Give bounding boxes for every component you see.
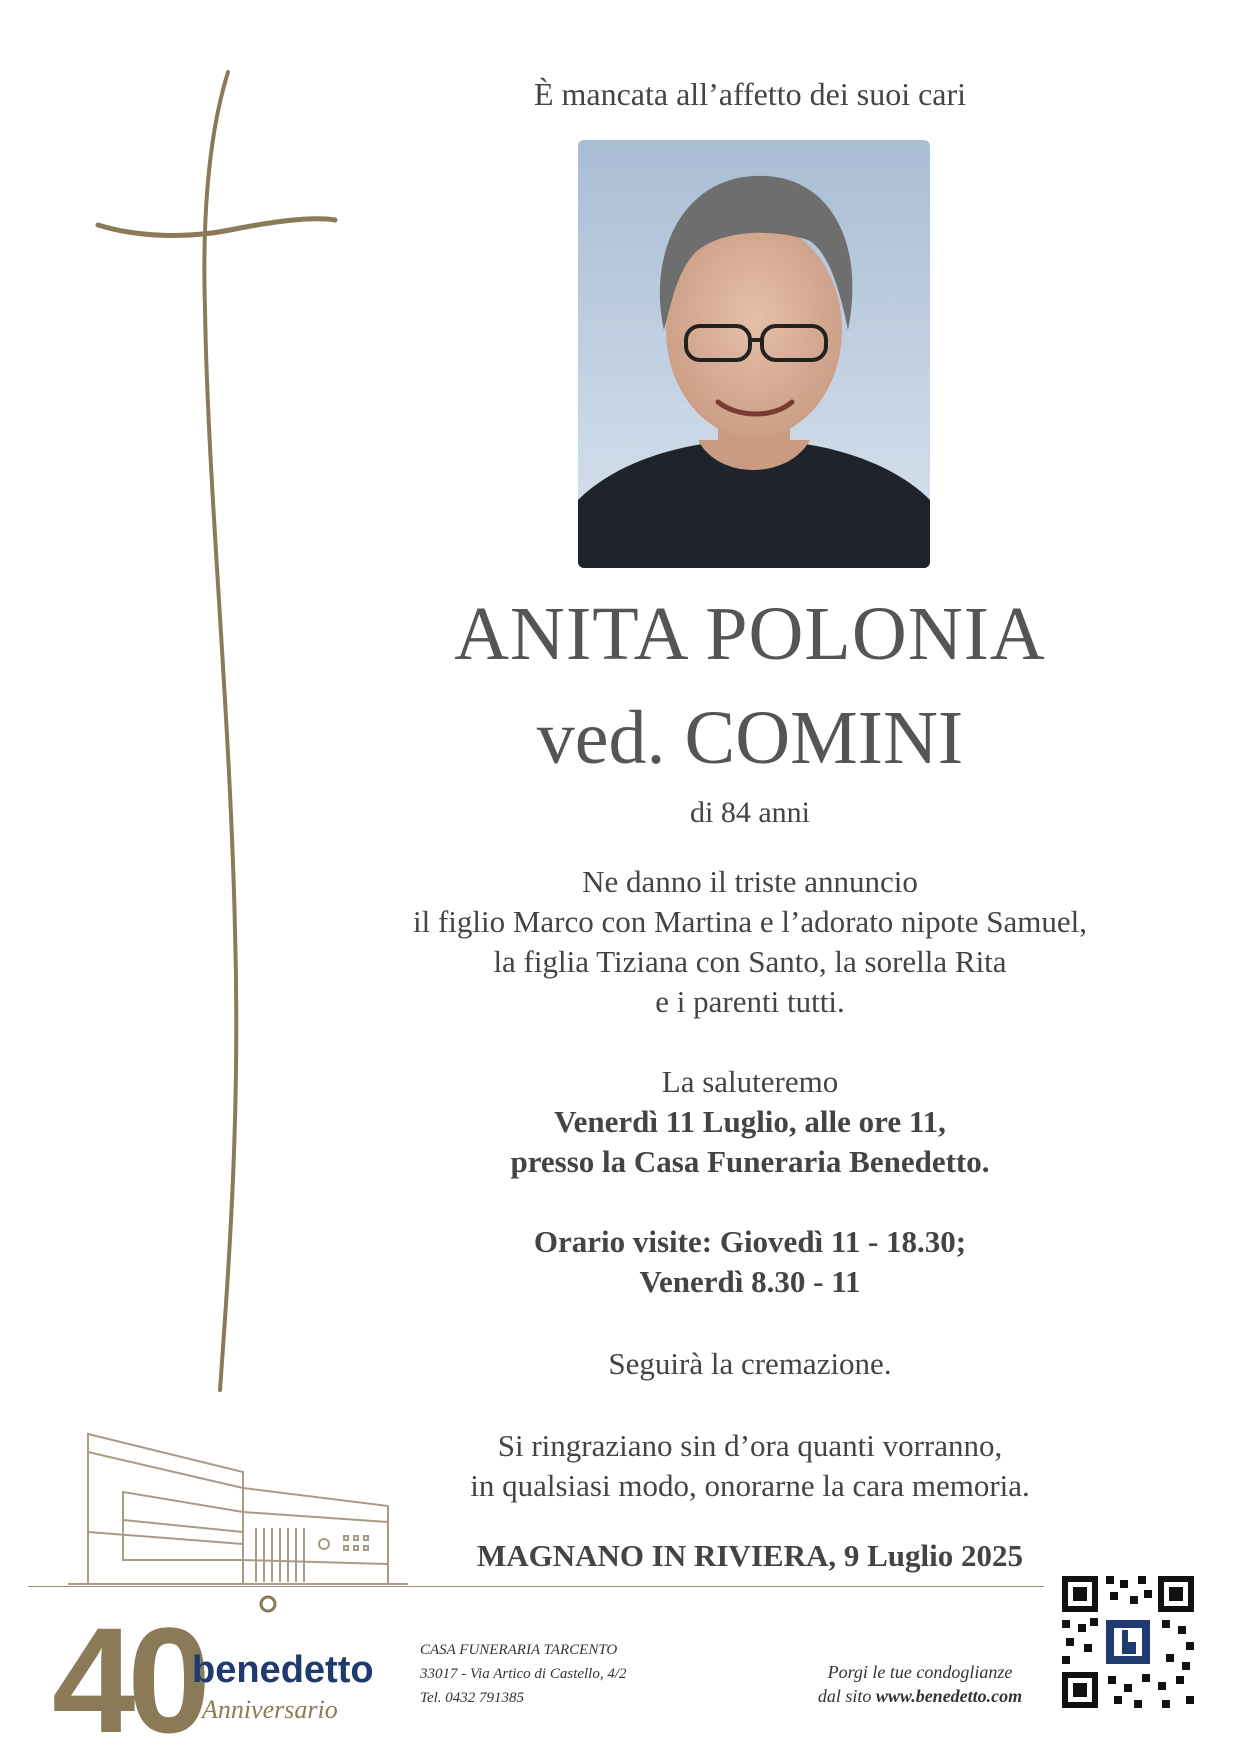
announcement-line: il figlio Marco con Martina e l’adorato nipote Samuel, (412, 904, 1088, 939)
logo-brand: benedetto (192, 1649, 374, 1691)
visiting-hours-line: Orario visite: Giovedì 11 - 18.30; (533, 1224, 967, 1259)
deceased-married-name: ved. COMINI (536, 696, 964, 780)
address-line: 33017 - Via Artico di Castello, 4/2 (420, 1666, 627, 1682)
qr-code[interactable] (1058, 1572, 1198, 1712)
announcement-line: Ne danno il triste annuncio (582, 864, 918, 899)
logo-number: 40 (52, 1596, 203, 1752)
condolences-note (790, 1660, 1050, 1708)
condolences-website-link[interactable]: www.benedetto.com (875, 1686, 1023, 1706)
address-line: Tel. 0432 791385 (420, 1690, 525, 1706)
visiting-hours (340, 1222, 1160, 1302)
announcement-line: la figlia Tiziana con Santo, la sorella Rita (493, 944, 1007, 979)
intro-text: È mancata all’affetto dei suoi cari (533, 76, 967, 112)
farewell-date: Venerdì 11 Luglio, alle ore 11, (554, 1104, 946, 1139)
place-date: MAGNANO IN RIVIERA, 9 Luglio 2025 (477, 1538, 1023, 1573)
farewell-location: presso la Casa Funeraria Benedetto. (510, 1144, 990, 1179)
farewell-intro: La saluteremo (661, 1064, 839, 1099)
farewell-block (340, 1062, 1160, 1182)
anniversary-logo (52, 1582, 382, 1752)
thanks-line: in qualsiasi modo, onorarne la cara memoria. (470, 1468, 1030, 1503)
address-line: CASA FUNERARIA TARCENTO (420, 1642, 618, 1658)
deceased-name: ANITA POLONIA (454, 592, 1046, 676)
funeral-home-address (420, 1638, 627, 1710)
announcement-block (340, 862, 1160, 1022)
condolences-line (790, 1684, 1050, 1708)
announcement-line: e i parenti tutti. (655, 984, 845, 1019)
condolences-line: Porgi le tue condoglianze (827, 1662, 1013, 1682)
cross-icon (80, 70, 340, 1410)
condolences-prefix: dal sito (817, 1686, 876, 1706)
cremation-note: Seguirà la cremazione. (608, 1346, 892, 1381)
thanks-line: Si ringraziano sin d’ora quanti vorranno, (497, 1428, 1003, 1463)
thanks-block (340, 1426, 1160, 1506)
logo-tagline: Anniversario (202, 1695, 338, 1724)
visiting-hours-line: Venerdì 8.30 - 11 (639, 1264, 861, 1299)
portrait-photo (578, 140, 930, 568)
deceased-age: di 84 anni (690, 796, 810, 829)
building-illustration (28, 1432, 408, 1592)
